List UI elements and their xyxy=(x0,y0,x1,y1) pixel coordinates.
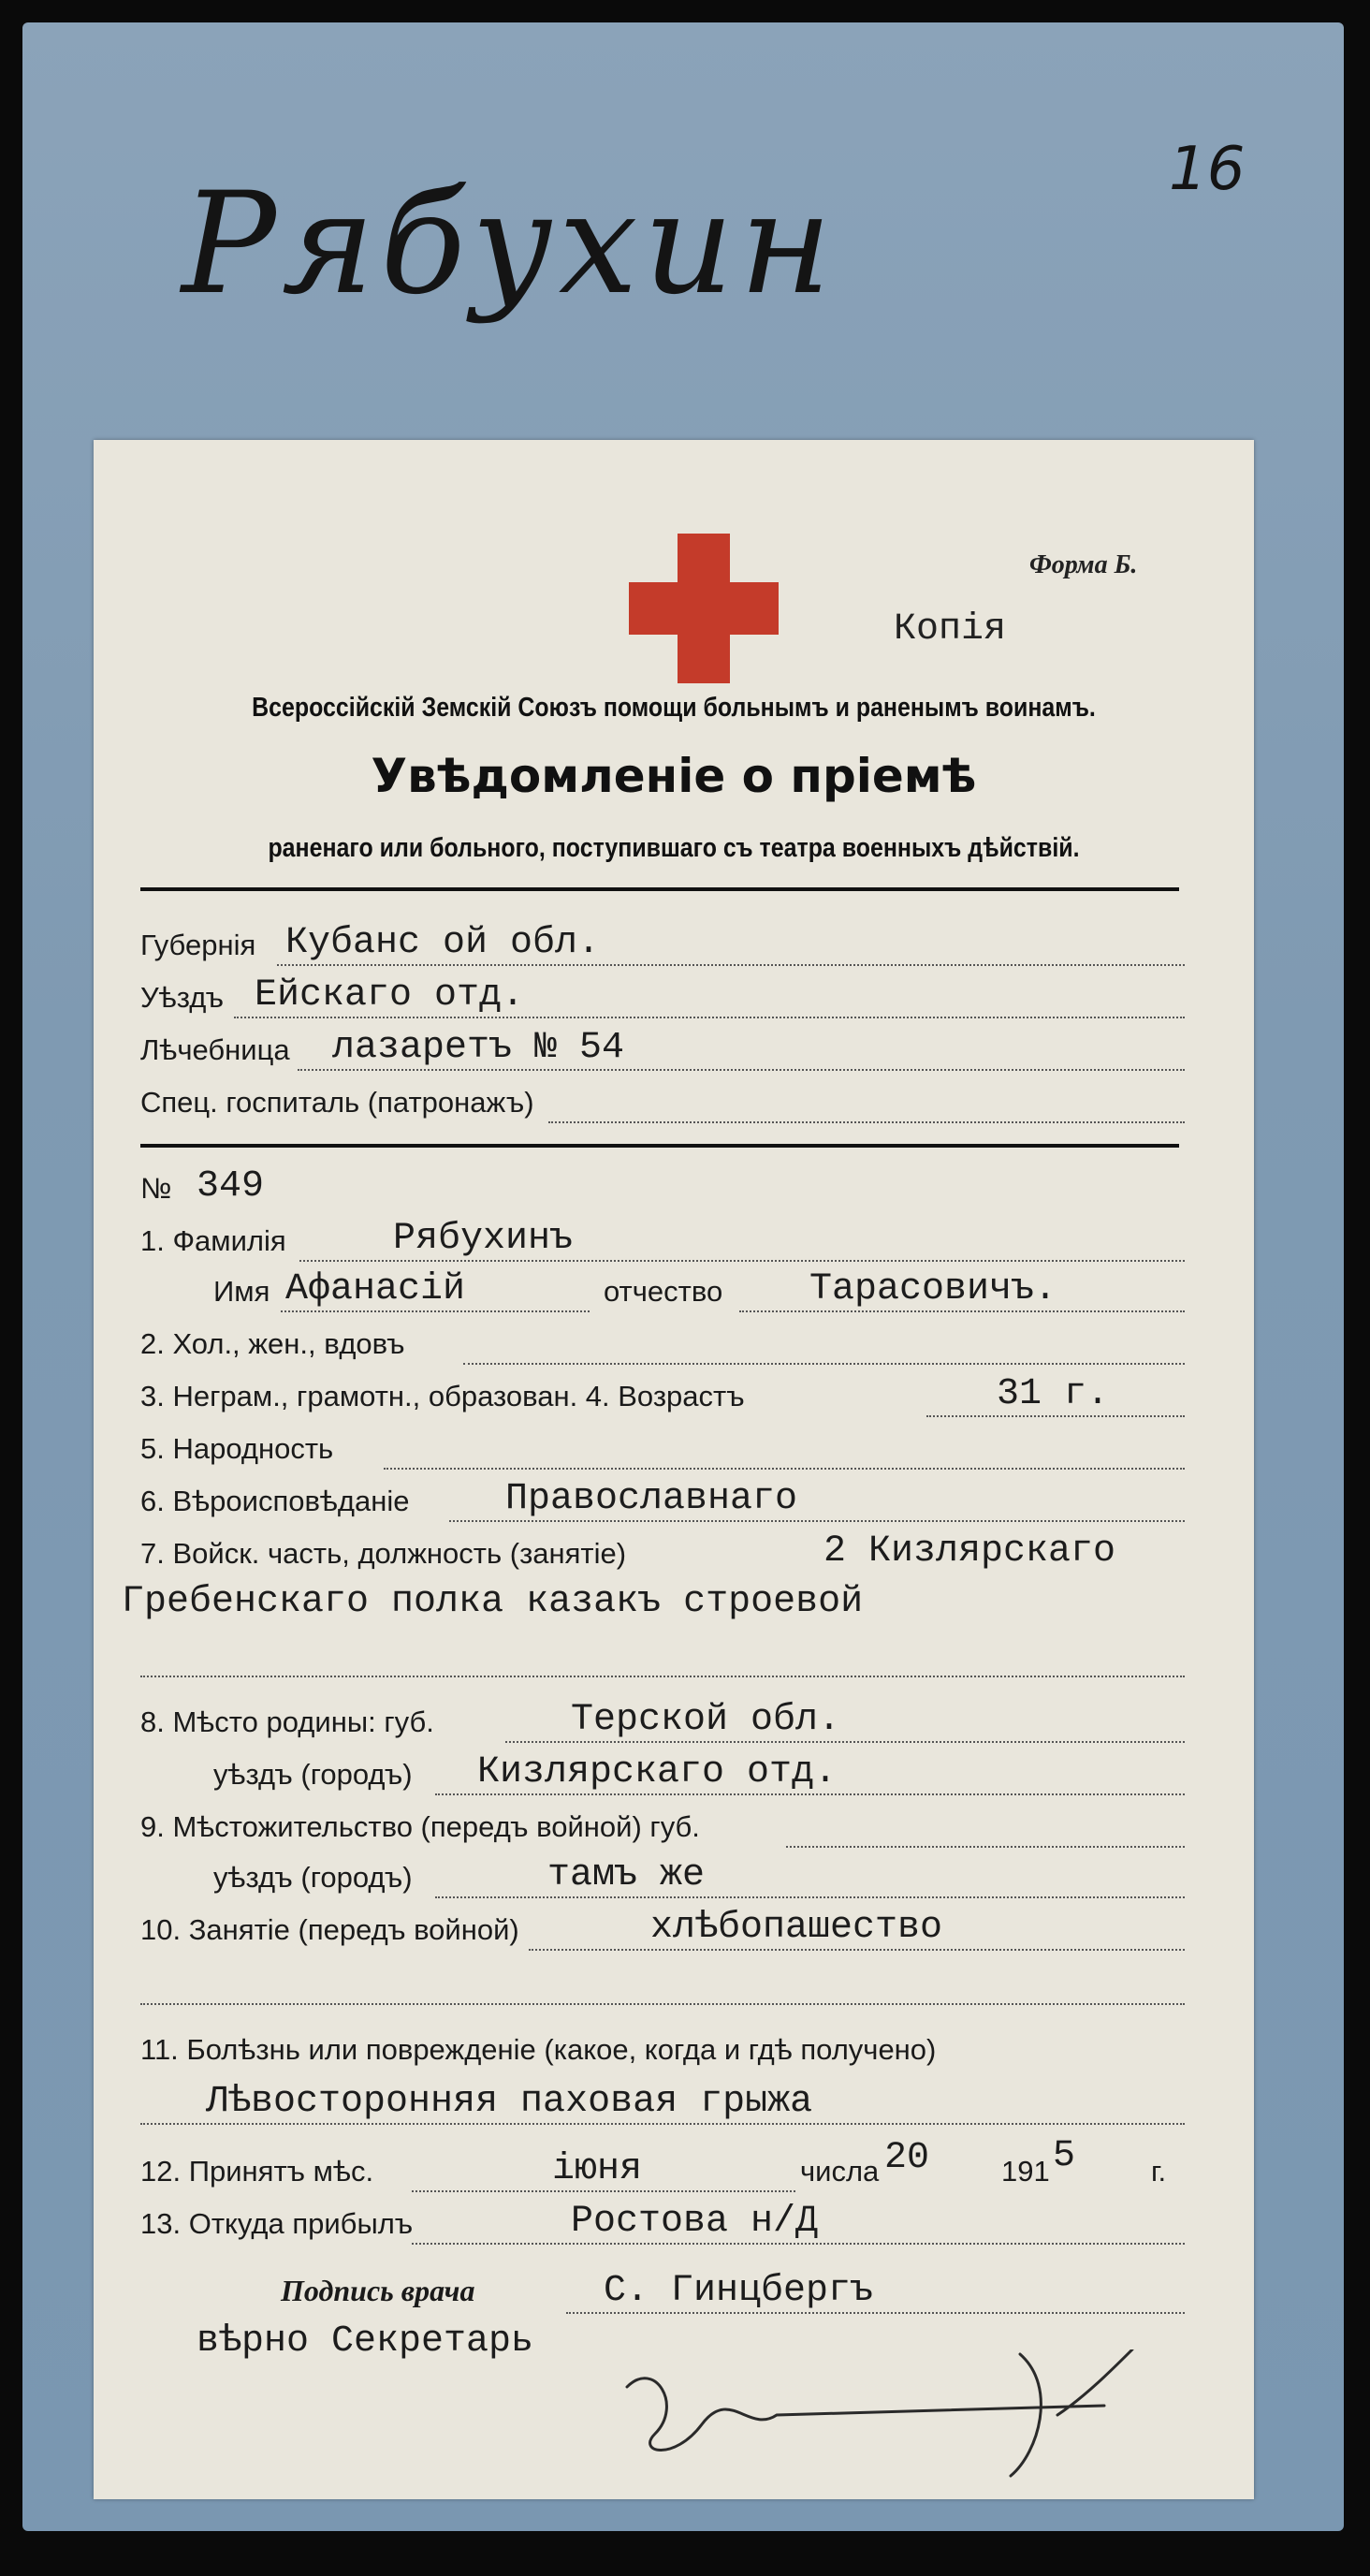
admission-year-prefix: 191 xyxy=(1001,2155,1050,2188)
age-value: 31 г. xyxy=(997,1373,1110,1415)
residence-uezd-value: тамъ же xyxy=(547,1854,706,1896)
admission-month-value: іюня xyxy=(552,2148,643,2190)
admission-year-label: г. xyxy=(1151,2155,1167,2188)
name-value: Афанасій xyxy=(285,1268,466,1310)
occupation-row xyxy=(94,1902,1254,1954)
folder-page-number: 16 xyxy=(1169,135,1246,204)
birthplace-label: 8. Мѣсто родины: губ. xyxy=(140,1705,434,1738)
military-unit-row xyxy=(94,1526,1254,1578)
residence-row xyxy=(94,1799,1254,1852)
origin-value: Ростова н/Д xyxy=(571,2201,819,2243)
form-subtitle: раненаго или больного, поступившаго съ театра военныхъ дѣйствій. xyxy=(268,833,1080,863)
nationality-row xyxy=(94,1421,1254,1473)
notification-card xyxy=(94,440,1254,2499)
illness-value-row xyxy=(94,2076,1254,2129)
folder-handwritten-name: Рябухин xyxy=(182,163,838,326)
military-unit-label: 7. Войск. часть, должность (занятіе) xyxy=(140,1537,627,1570)
divider xyxy=(140,887,1179,891)
origin-label: 13. Откуда прибылъ xyxy=(140,2207,414,2240)
surname-value: Рябухинъ xyxy=(393,1218,574,1260)
admission-month-label: 12. Принятъ мѣс. xyxy=(140,2155,374,2188)
birth-uezd-value: Кизлярскаго отд. xyxy=(477,1751,838,1793)
patronymic-value: Тарасовичъ. xyxy=(809,1268,1057,1310)
uezd-row xyxy=(94,970,1254,1022)
divider xyxy=(140,1144,1179,1148)
birth-uezd-label: уѣздъ (городъ) xyxy=(213,1758,413,1791)
religion-label: 6. Вѣроисповѣданіе xyxy=(140,1485,410,1517)
copy-stamp: Копія xyxy=(894,608,1007,651)
gubernia-value: Кубанс ой обл. xyxy=(285,922,601,964)
record-number: 349 xyxy=(197,1165,265,1208)
spec-hospital-row xyxy=(94,1075,1254,1127)
doctor-signature-row xyxy=(94,2265,1254,2318)
illness-value: Лѣвосторонняя паховая грыжа xyxy=(206,2081,813,2123)
lechebnitsa-row xyxy=(94,1022,1254,1075)
lechebnitsa-value: лазаретъ № 54 xyxy=(332,1027,625,1069)
origin-row xyxy=(94,2196,1254,2248)
handwritten-signature xyxy=(618,2349,1142,2481)
patronymic-label: отчество xyxy=(604,1275,723,1308)
religion-value: Православнаго xyxy=(505,1478,798,1520)
religion-row xyxy=(94,1473,1254,1526)
gubernia-label: Губернія xyxy=(140,929,256,961)
secretary-certification: вѣрно Секретарь xyxy=(197,2320,534,2363)
surname-row xyxy=(94,1213,1254,1266)
military-unit-value-1: 2 Кизлярскаго xyxy=(823,1530,1116,1573)
gubernia-row xyxy=(94,917,1254,970)
illness-label: 11. Болѣзнь или поврежденіе (какое, когда и гдѣ получено) xyxy=(140,2033,937,2066)
residence-label: 9. Мѣстожительство (передъ войной) губ. xyxy=(140,1810,700,1843)
lechebnitsa-label: Лѣчебница xyxy=(140,1033,290,1066)
occupation-value: хлѣбопашество xyxy=(650,1907,943,1949)
birthplace-row xyxy=(94,1694,1254,1747)
red-cross-icon xyxy=(629,534,779,683)
form-title: Увѣдомленіе о пріемѣ xyxy=(371,749,977,803)
spec-hospital-label: Спец. госпиталь (патронажъ) xyxy=(140,1086,534,1119)
admission-day-label: числа xyxy=(800,2155,880,2188)
military-unit-value-2: Гребенскаго полка казакъ строевой xyxy=(122,1581,864,1623)
record-number-row xyxy=(94,1161,1254,1213)
doctor-name: С. Гинцбергъ xyxy=(604,2270,874,2312)
occupation-label: 10. Занятіе (передъ войной) xyxy=(140,1913,519,1946)
uezd-label: Уѣздъ xyxy=(140,981,225,1014)
admission-day-value: 20 xyxy=(884,2137,930,2179)
name-label: Имя xyxy=(213,1275,270,1308)
residence-uezd-row xyxy=(94,1850,1254,1902)
marital-label: 2. Хол., жен., вдовъ xyxy=(140,1327,405,1360)
illness-row xyxy=(94,2022,1254,2074)
name-row xyxy=(94,1264,1254,1316)
literacy-age-label: 3. Неграм., грамотн., образован. 4. Возрастъ xyxy=(140,1380,745,1412)
birth-uezd-row xyxy=(94,1747,1254,1799)
military-unit-row-2 xyxy=(94,1576,1254,1629)
form-type-label: Форма Б. xyxy=(1029,550,1138,579)
residence-uezd-label: уѣздъ (городъ) xyxy=(213,1861,413,1894)
organization-name: Всероссійскій Земскій Союзъ помощи больнымъ и раненымъ воинамъ. xyxy=(252,693,1096,723)
blank-row xyxy=(94,1629,1254,1681)
marital-row xyxy=(94,1316,1254,1368)
birthplace-gub-value: Терской обл. xyxy=(571,1699,841,1741)
doctor-signature-label: Подпись врача xyxy=(281,2274,475,2307)
surname-label: 1. Фамилія xyxy=(140,1224,286,1257)
admission-year-suffix: 5 xyxy=(1053,2135,1076,2177)
nationality-label: 5. Народность xyxy=(140,1432,334,1465)
number-label: № xyxy=(140,1172,172,1205)
uezd-value: Ейскаго отд. xyxy=(255,974,525,1017)
blank-row xyxy=(94,1956,1254,2009)
literacy-age-row xyxy=(94,1368,1254,1421)
admission-date-row xyxy=(94,2135,1254,2196)
